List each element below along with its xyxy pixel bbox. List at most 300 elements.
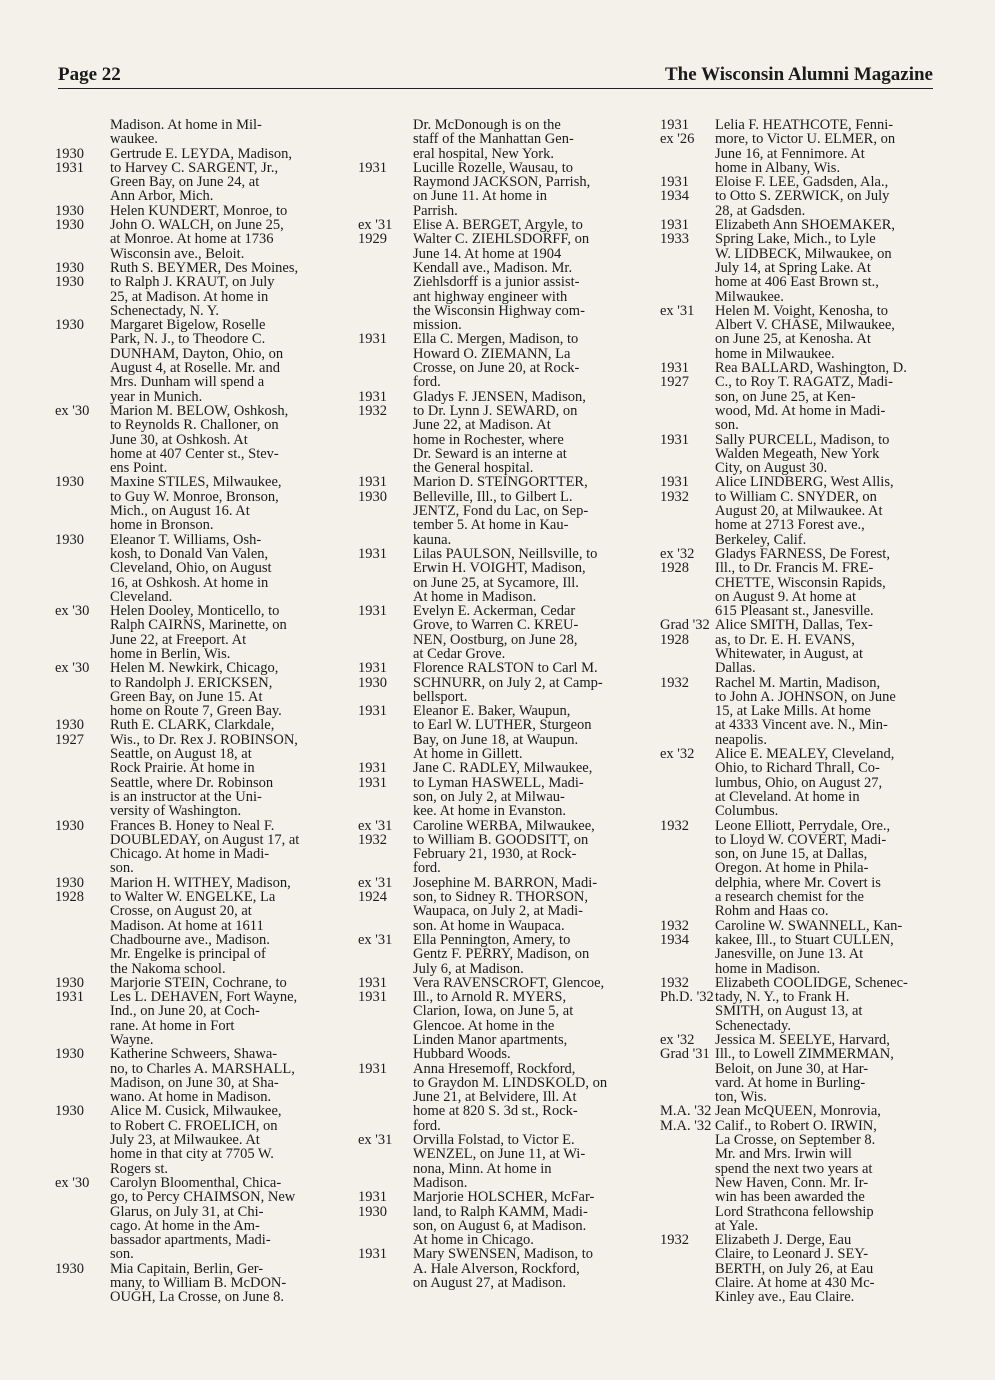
entry-text: Berkeley, Calif. <box>715 532 807 547</box>
entry-text: ford. <box>413 1118 441 1134</box>
class-year: 1931 <box>358 1060 387 1077</box>
text-line <box>660 504 960 518</box>
text-line <box>55 175 355 189</box>
entry-text: Ill., to Dr. Francis M. FRE- <box>715 561 874 576</box>
page-header <box>58 62 933 89</box>
entry-text: at Yale. <box>715 1218 759 1234</box>
class-year: 1931 <box>660 217 689 234</box>
class-year <box>358 618 413 632</box>
entry-text: Beloit, on June 30, at Har- <box>715 1061 869 1076</box>
text-line <box>660 147 960 161</box>
class-year <box>55 633 110 647</box>
text-line <box>55 561 355 575</box>
class-year <box>358 590 413 604</box>
class-year <box>358 561 413 575</box>
text-line <box>660 904 960 918</box>
text-line <box>55 318 355 332</box>
class-year: 1930 <box>55 531 84 548</box>
text-line <box>55 332 355 346</box>
entry-text: Jane C. RADLEY, Milwaukee, <box>413 761 593 776</box>
text-line <box>55 904 355 918</box>
entry-text: Cleveland. <box>110 589 173 605</box>
text-line <box>660 604 960 618</box>
class-year <box>358 576 413 590</box>
class-year <box>55 847 110 861</box>
text-line <box>55 347 355 361</box>
text-line <box>358 404 658 418</box>
entry-text: Jessica M. SEELYE, Harvard, <box>715 1033 890 1048</box>
entry-text: OUGH, La Crosse, on June 8. <box>110 1290 284 1305</box>
text-line <box>358 1147 658 1161</box>
class-year: ex '32 <box>660 746 695 763</box>
text-line <box>660 404 960 418</box>
text-line <box>660 433 960 447</box>
text-line <box>55 776 355 790</box>
class-year <box>358 504 413 518</box>
entry-text: Crosse, on June 20, at Rock- <box>413 361 580 376</box>
entry-text: home in Albany, Wis. <box>715 160 841 176</box>
entry-text: Caroline W. SWANNELL, Kan- <box>715 918 903 933</box>
text-line <box>358 189 658 203</box>
class-year: Grad '32 <box>660 617 710 634</box>
text-line <box>660 804 960 818</box>
text-line <box>358 1262 658 1276</box>
class-year <box>55 919 110 933</box>
class-year: 1930 <box>55 145 84 162</box>
text-line <box>660 1019 960 1033</box>
text-line <box>358 247 658 261</box>
class-year: 1931 <box>358 703 387 720</box>
class-year <box>660 590 715 604</box>
text-line <box>358 1104 658 1118</box>
text-line <box>660 1262 960 1276</box>
class-year: ex '26 <box>660 131 695 148</box>
text-line <box>358 433 658 447</box>
text-line <box>55 261 355 275</box>
text-line <box>358 661 658 675</box>
class-year <box>660 1205 715 1219</box>
class-year: ex '32 <box>660 545 695 562</box>
text-line <box>358 976 658 990</box>
entry-text: to John A. JOHNSON, on June <box>715 689 896 705</box>
class-year <box>660 861 715 875</box>
entry-text: Green Bay, on June 15. At <box>110 689 263 705</box>
entry-text: Marion H. WITHEY, Madison, <box>110 875 291 891</box>
class-year: 1932 <box>660 1232 689 1249</box>
entry-text: DOUBLEDAY, on August 17, at <box>110 832 300 848</box>
page-number: Page 22 <box>58 64 121 85</box>
text-line <box>55 490 355 504</box>
entry-text: At home in Gillett. <box>413 747 523 762</box>
entry-text: Madison. At home in Mil- <box>110 118 262 133</box>
class-year <box>55 676 110 690</box>
text-line <box>358 447 658 461</box>
text-line <box>55 290 355 304</box>
class-year <box>358 1219 413 1233</box>
entry-text: as, to Dr. E. H. EVANS, <box>715 632 855 647</box>
entry-text: Orvilla Folstad, to Victor E. <box>413 1133 575 1148</box>
entry-text: Carolyn Bloomenthal, Chica- <box>110 1175 282 1191</box>
class-year <box>55 833 110 847</box>
text-line <box>55 1247 355 1261</box>
entry-text: Erwin H. VOIGHT, Madison, <box>413 561 586 576</box>
entry-text: 615 Pleasant st., Janesville. <box>715 604 874 619</box>
entry-text: neapolis. <box>715 732 767 748</box>
class-year <box>55 1019 110 1033</box>
entry-text: Schenectady, N. Y. <box>110 303 219 319</box>
class-year: 1932 <box>660 488 689 505</box>
text-line <box>55 718 355 732</box>
text-line <box>55 690 355 704</box>
class-year <box>55 704 110 718</box>
text-line <box>55 1062 355 1076</box>
entry-text: Gertrude E. LEYDA, Madison, <box>110 146 293 161</box>
entry-text: ton, Wis. <box>715 1090 767 1105</box>
text-line <box>358 332 658 346</box>
entry-text: Rohm and Haas co. <box>715 904 829 919</box>
class-year <box>55 461 110 475</box>
text-line <box>660 461 960 475</box>
text-line <box>660 490 960 504</box>
text-line <box>358 1062 658 1076</box>
entry-text: on June 25, at Sycamore, Ill. <box>413 575 579 590</box>
entry-text: July 6, at Madison. <box>413 961 524 976</box>
entry-text: home at 820 S. 3d st., Rock- <box>413 1104 578 1119</box>
text-line <box>55 475 355 489</box>
class-year <box>55 1162 110 1176</box>
class-year: 1931 <box>660 431 689 448</box>
entry-text: ant highway engineer with <box>413 289 568 304</box>
entry-text: Katherine Schweers, Shawa- <box>110 1047 278 1062</box>
entry-text: La Crosse, on September 8. <box>715 1133 876 1148</box>
class-year <box>660 904 715 918</box>
text-line <box>358 390 658 404</box>
entry-text: Wis., to Dr. Rex J. ROBINSON, <box>110 732 298 748</box>
text-line <box>358 890 658 904</box>
class-year <box>55 1290 110 1304</box>
text-line <box>358 1162 658 1176</box>
entry-text: Elizabeth Ann SHOEMAKER, <box>715 218 896 233</box>
entry-text: Gentz F. PERRY, Madison, on <box>413 947 590 962</box>
class-year <box>660 1262 715 1276</box>
entry-text: Marion D. STEINGORTTER, <box>413 475 588 490</box>
class-year <box>358 147 413 161</box>
entry-text: bellsport. <box>413 689 468 705</box>
text-line <box>358 904 658 918</box>
entry-text: Kinley ave., Eau Claire. <box>715 1290 855 1305</box>
entry-text: wano. At home in Madison. <box>110 1090 272 1105</box>
entry-text: go, to Percy CHAIMSON, New <box>110 1190 296 1205</box>
entry-text: June 16, at Fennimore. At <box>715 146 865 161</box>
text-line <box>358 132 658 146</box>
text-line <box>660 318 960 332</box>
class-year <box>358 919 413 933</box>
text-line <box>358 504 658 518</box>
entry-text: Marjorie STEIN, Cochrane, to <box>110 975 287 991</box>
entry-text: Chadbourne ave., Madison. <box>110 932 270 948</box>
class-year: 1931 <box>358 989 387 1006</box>
text-line <box>55 1276 355 1290</box>
class-year <box>660 1004 715 1018</box>
class-year: ex '30 <box>55 603 90 620</box>
class-year: ex '31 <box>660 302 695 319</box>
text-line <box>358 704 658 718</box>
text-line <box>358 261 658 275</box>
class-year <box>660 962 715 976</box>
entry-text: vard. At home in Burling- <box>715 1075 866 1091</box>
column-2 <box>358 118 658 1290</box>
entry-text: John O. WALCH, on June 25, <box>110 218 284 233</box>
text-line <box>660 776 960 790</box>
class-year <box>358 132 413 146</box>
text-line <box>358 1076 658 1090</box>
entry-text: Helen M. Voight, Kenosha, to <box>715 303 889 319</box>
entry-text: Mich., on August 16. At <box>110 504 250 519</box>
text-line <box>660 375 960 389</box>
text-line <box>358 690 658 704</box>
text-line <box>660 990 960 1004</box>
text-line <box>358 604 658 618</box>
class-year <box>660 404 715 418</box>
entry-text: Leone Elliott, Perrydale, Ore., <box>715 818 891 833</box>
text-line <box>358 1033 658 1047</box>
entry-text: 16, at Oshkosh. At home in <box>110 575 269 590</box>
class-year <box>358 347 413 361</box>
class-year: 1932 <box>660 817 689 834</box>
text-line <box>55 633 355 647</box>
entry-text: Margaret Bigelow, Roselle <box>110 318 266 333</box>
text-line <box>358 232 658 246</box>
entry-text: DUNHAM, Dayton, Ohio, on <box>110 346 284 362</box>
entry-text: June 22, at Freeport. At <box>110 632 247 647</box>
class-year <box>55 1205 110 1219</box>
entry-text: tady, N. Y., to Frank H. <box>715 990 850 1005</box>
class-year <box>660 347 715 361</box>
entry-text: WENZEL, on June 11, at Wi- <box>413 1147 586 1162</box>
entry-text: Lelia F. HEATHCOTE, Fenni- <box>715 118 894 133</box>
entry-text: eral hospital, New York. <box>413 146 554 161</box>
text-line <box>660 819 960 833</box>
class-year <box>358 361 413 375</box>
entry-text: Ohio, to Richard Thrall, Co- <box>715 761 880 776</box>
class-year: 1930 <box>55 317 84 334</box>
entry-text: on August 9. At home at <box>715 589 856 605</box>
entry-text: Chicago. At home in Madi- <box>110 847 270 862</box>
text-line <box>660 132 960 146</box>
text-line <box>55 590 355 604</box>
entry-text: SCHNURR, on July 2, at Camp- <box>413 675 603 690</box>
entry-text: waukee. <box>110 132 158 147</box>
text-line <box>55 1290 355 1304</box>
text-line <box>55 1147 355 1161</box>
text-line <box>55 304 355 318</box>
class-year <box>358 790 413 804</box>
entry-text: Bay, on June 18, at Waupun. <box>413 732 579 748</box>
text-line <box>358 776 658 790</box>
class-year: 1930 <box>55 874 84 891</box>
text-line <box>55 204 355 218</box>
text-line <box>358 275 658 289</box>
text-line <box>55 518 355 532</box>
text-line <box>55 1047 355 1061</box>
entry-text: Park, N. J., to Theodore C. <box>110 332 266 347</box>
entry-text: Claire. At home at 430 Mc- <box>715 1276 875 1291</box>
entry-text: to Reynolds R. Challoner, on <box>110 418 279 433</box>
class-year <box>55 304 110 318</box>
class-year <box>55 490 110 504</box>
class-year <box>358 690 413 704</box>
class-year <box>358 418 413 432</box>
text-line <box>55 819 355 833</box>
entry-text: home at 406 East Brown st., <box>715 275 879 290</box>
entry-text: Jean McQUEEN, Monrovia, <box>715 1104 881 1119</box>
class-year: 1932 <box>660 674 689 691</box>
entry-text: Frances B. Honey to Neal F. <box>110 818 275 833</box>
class-year: 1931 <box>358 760 387 777</box>
class-year: 1932 <box>358 831 387 848</box>
text-line <box>660 576 960 590</box>
entry-text: Rogers st. <box>110 1161 168 1176</box>
class-year: ex '31 <box>358 1132 393 1149</box>
text-line <box>55 418 355 432</box>
text-line <box>358 290 658 304</box>
text-line <box>660 1276 960 1290</box>
text-line <box>660 118 960 132</box>
entry-text: Glarus, on July 31, at Chi- <box>110 1204 264 1219</box>
entry-text: home in Berlin, Wis. <box>110 646 231 662</box>
entry-text: a research chemist for the <box>715 890 864 905</box>
class-year <box>55 132 110 146</box>
class-year: 1931 <box>358 545 387 562</box>
entry-text: Schenectady. <box>715 1018 791 1033</box>
class-year <box>660 275 715 289</box>
text-line <box>55 1190 355 1204</box>
entry-text: to William B. GOODSITT, on <box>413 832 589 848</box>
class-year <box>358 518 413 532</box>
entry-text: son. <box>110 861 134 876</box>
entry-text: Ind., on June 20, at Coch- <box>110 1004 260 1019</box>
text-line <box>358 962 658 976</box>
text-line <box>55 1004 355 1018</box>
text-line <box>55 1033 355 1047</box>
entry-text: New Haven, Conn. Mr. Ir- <box>715 1175 869 1191</box>
class-year <box>55 904 110 918</box>
entry-text: Anna Hresemoff, Rockford, <box>413 1061 576 1076</box>
class-year: ex '31 <box>358 217 393 234</box>
text-line <box>358 304 658 318</box>
class-year <box>660 204 715 218</box>
entry-text: Ralph CAIRNS, Marinette, on <box>110 618 287 633</box>
entry-text: to Harvey C. SARGENT, Jr., <box>110 160 279 176</box>
entry-text: Marjorie HOLSCHER, McFar- <box>413 1190 595 1205</box>
class-year <box>358 175 413 189</box>
class-year <box>358 290 413 304</box>
class-year <box>660 461 715 475</box>
text-line <box>660 833 960 847</box>
text-line <box>55 1119 355 1133</box>
text-line <box>55 861 355 875</box>
text-line <box>660 661 960 675</box>
class-year: 1930 <box>358 1203 387 1220</box>
text-line <box>358 1176 658 1190</box>
entry-text: the Wisconsin Highway com- <box>413 303 585 319</box>
entry-text: at 4333 Vincent ave. N., Min- <box>715 718 888 733</box>
entry-text: August 4, at Roselle. Mr. and <box>110 361 280 376</box>
class-year <box>358 904 413 918</box>
entry-text: at Cedar Grove. <box>413 646 506 662</box>
text-line <box>660 1247 960 1261</box>
text-line <box>358 833 658 847</box>
entry-text: home in that city at 7705 W. <box>110 1147 274 1162</box>
entry-text: no, to Charles A. MARSHALL, <box>110 1061 295 1076</box>
entry-text: Belleville, Ill., to Gilbert L. <box>413 489 573 505</box>
text-line <box>358 1047 658 1061</box>
class-year <box>55 1233 110 1247</box>
text-line <box>55 1019 355 1033</box>
text-line <box>55 990 355 1004</box>
class-year <box>55 232 110 246</box>
class-year: 1934 <box>660 931 689 948</box>
class-year <box>358 847 413 861</box>
text-line <box>55 833 355 847</box>
entry-text: A. Hale Alverson, Rockford, <box>413 1261 580 1277</box>
text-line <box>55 218 355 232</box>
entry-text: Gladys FARNESS, De Forest, <box>715 546 890 562</box>
class-year <box>660 1076 715 1090</box>
entry-text: Milwaukee. <box>715 289 784 304</box>
class-year <box>660 761 715 775</box>
class-year <box>358 1076 413 1090</box>
text-line <box>358 761 658 775</box>
text-line <box>55 447 355 461</box>
text-line <box>358 518 658 532</box>
entry-text: Lucille Rozelle, Wausau, to <box>413 160 574 176</box>
entry-text: at Monroe. At home at 1736 <box>110 232 274 247</box>
class-year <box>660 332 715 346</box>
text-line <box>660 261 960 275</box>
class-year <box>358 247 413 261</box>
text-line <box>55 604 355 618</box>
text-line <box>660 561 960 575</box>
class-year <box>660 847 715 861</box>
class-year: 1930 <box>55 717 84 734</box>
class-year: 1934 <box>660 188 689 205</box>
class-year <box>358 861 413 875</box>
entry-text: son, on June 25, at Ken- <box>715 389 856 404</box>
text-line <box>358 1205 658 1219</box>
class-year <box>55 118 110 132</box>
text-line <box>358 1019 658 1033</box>
class-year: 1930 <box>55 217 84 234</box>
entry-text: Mr. and Mrs. Irwin will <box>715 1147 852 1162</box>
class-year: 1931 <box>660 474 689 491</box>
text-line <box>358 547 658 561</box>
text-line <box>55 618 355 632</box>
text-line <box>358 418 658 432</box>
text-line <box>660 290 960 304</box>
entry-text: Evelyn E. Ackerman, Cedar <box>413 604 576 619</box>
text-line <box>660 1290 960 1304</box>
class-year: ex '30 <box>55 660 90 677</box>
entry-text: to Walter W. ENGELKE, La <box>110 890 276 905</box>
text-line <box>55 747 355 761</box>
text-line <box>55 118 355 132</box>
text-line <box>55 576 355 590</box>
class-year <box>55 1190 110 1204</box>
text-line <box>358 861 658 875</box>
class-year <box>660 1176 715 1190</box>
entry-text: June 30, at Oshkosh. At <box>110 432 248 447</box>
